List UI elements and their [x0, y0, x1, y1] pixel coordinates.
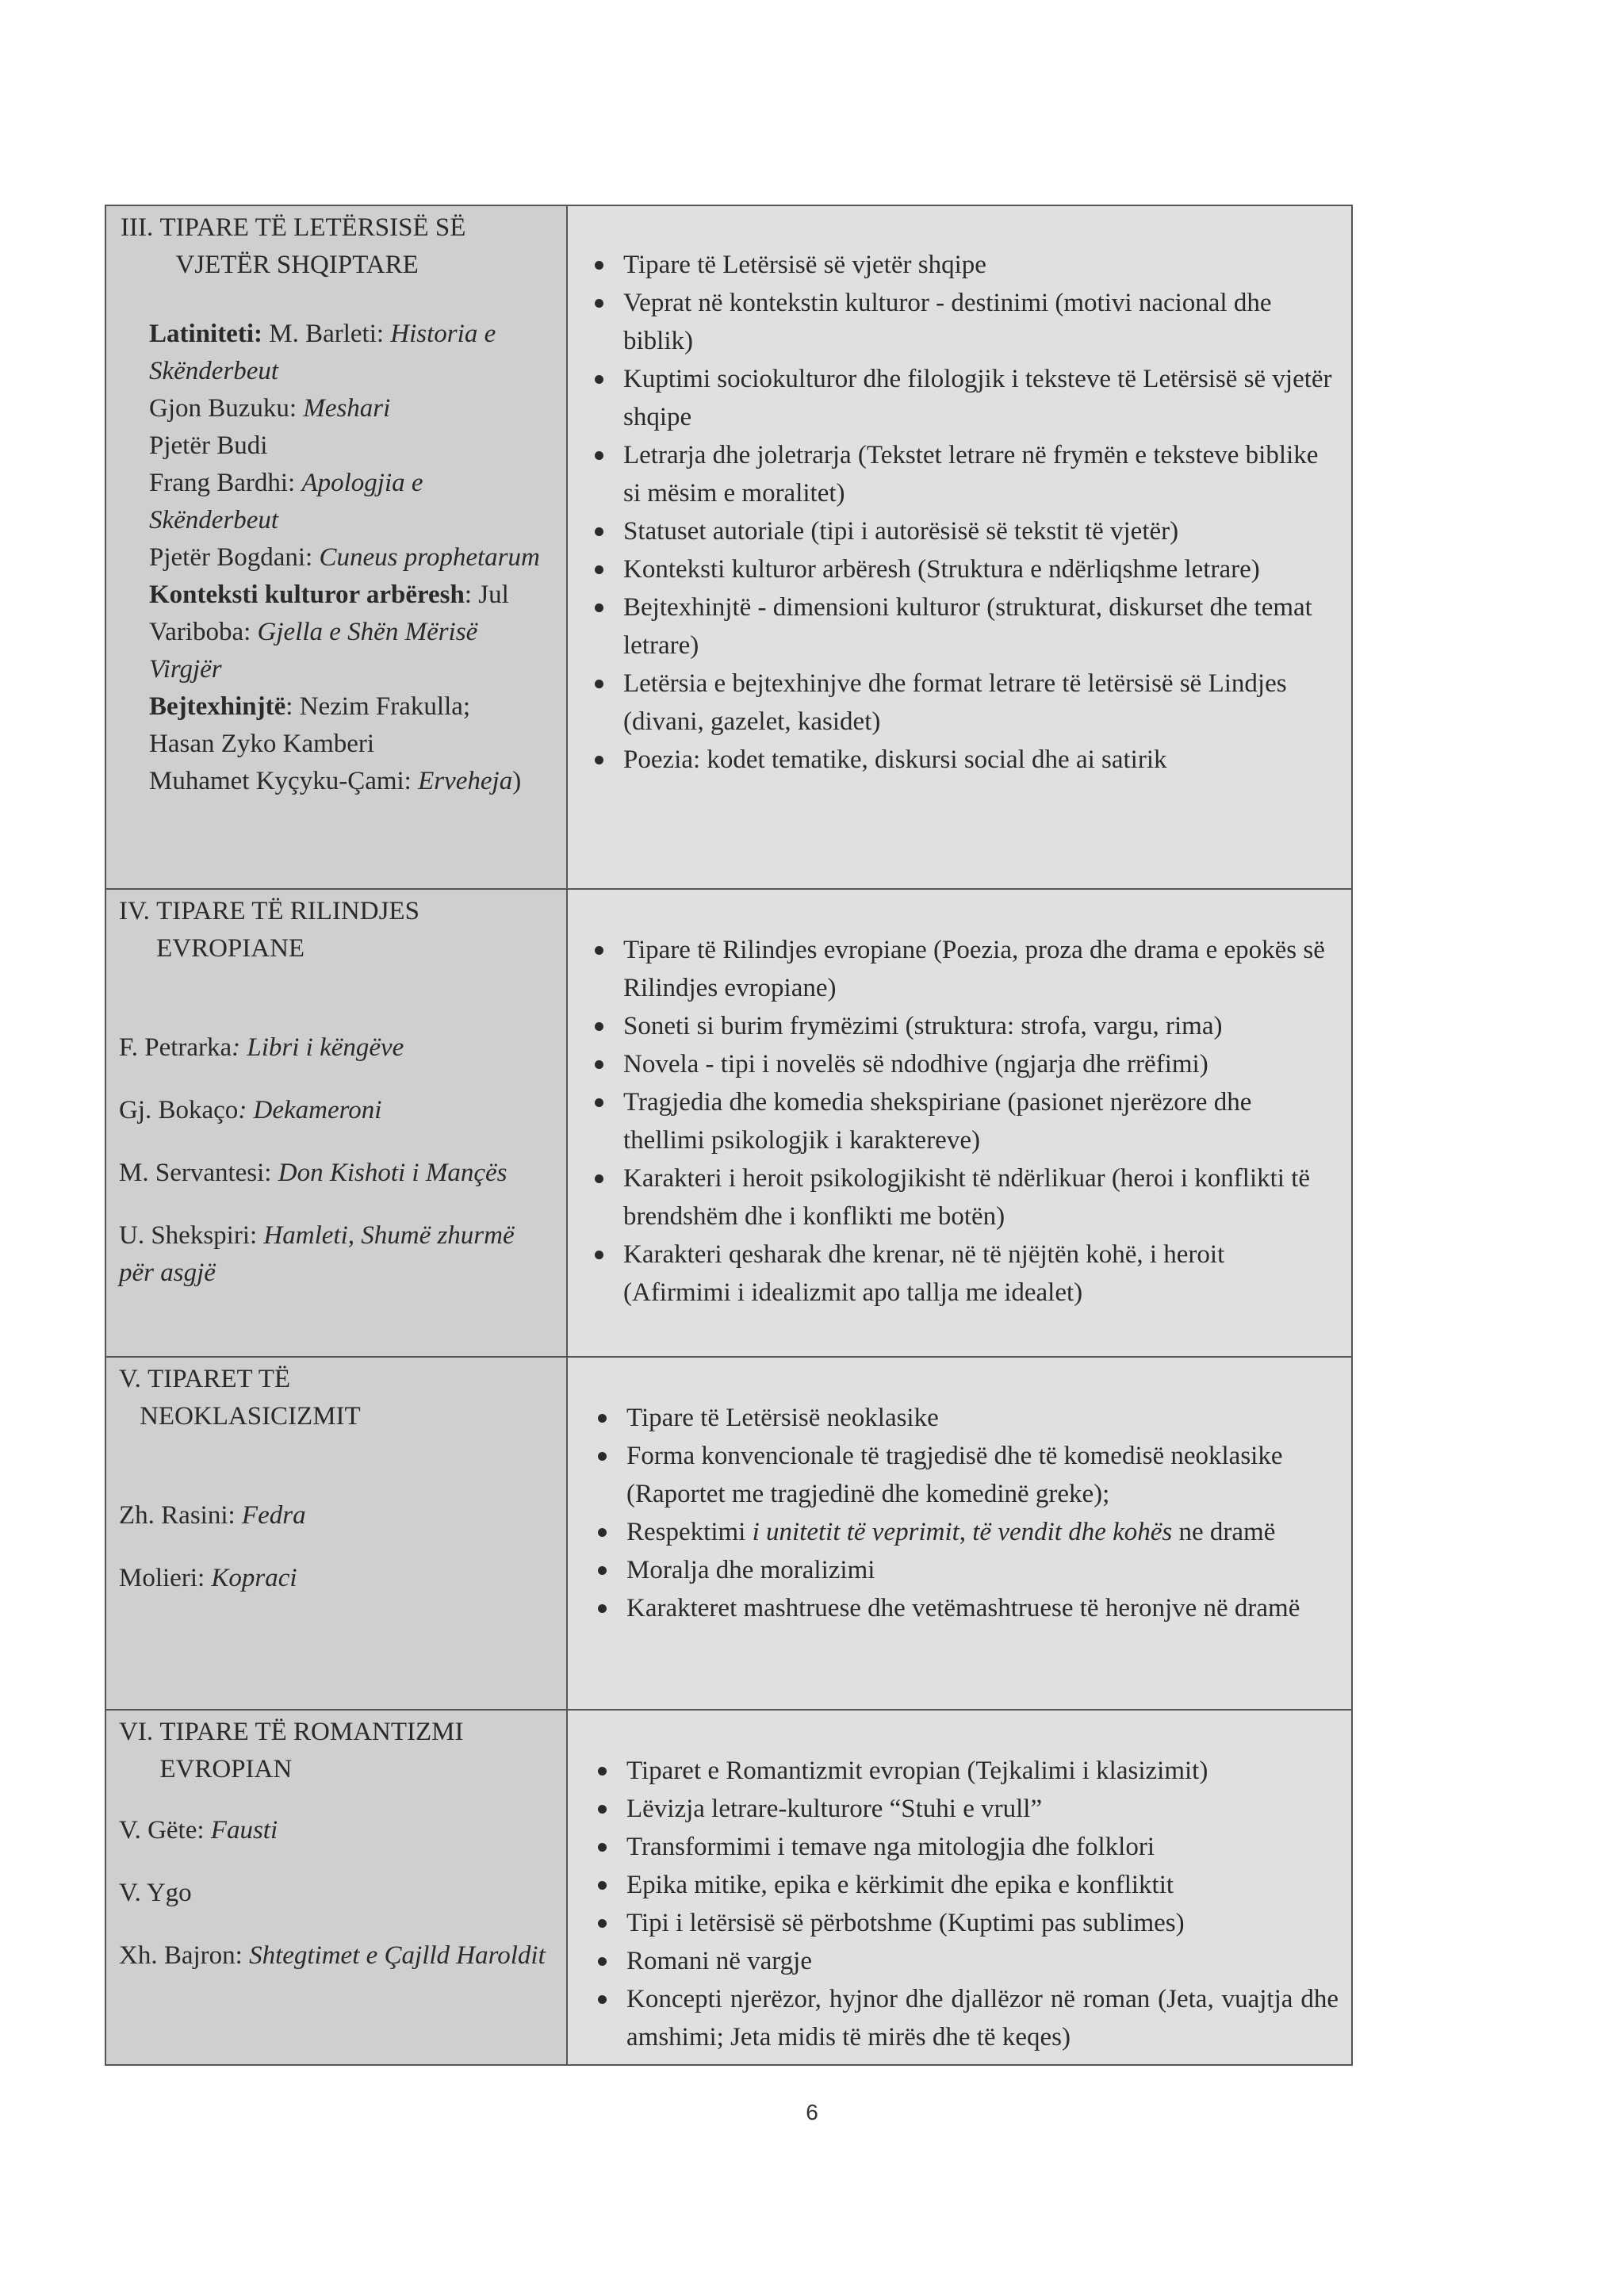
section-number: VI. — [119, 1718, 154, 1746]
section-title — [119, 1361, 553, 1435]
bullet-item: Kuptimi sociokulturor dhe filologjik i teksteve të Letërsisë së vjetër shqipe — [584, 360, 1339, 436]
bullet-item: Respektimi i unitetit të veprimit, të vendit dhe kohës ne dramë — [587, 1513, 1339, 1551]
curriculum-table — [105, 205, 1353, 2066]
work-entry: Zh. Rasini: Fedra — [119, 1501, 306, 1530]
bullet-item: Veprat në kontekstin kulturor - destinimi (motivi nacional dhe biblik) — [584, 284, 1339, 360]
work-entry: Bejtexhinjtë: Nezim Frakulla; — [149, 692, 471, 721]
works-list — [121, 316, 553, 800]
bullet-item: Tragjedia dhe komedia shekspiriane (pasionet njerëzore dhe thellimi psikologjik i karaktereve) — [584, 1083, 1339, 1159]
bullet-item: Soneti si burim frymëzimi (struktura: strofa, vargu, rima) — [584, 1007, 1339, 1045]
section-title-line: TIPARE TË LETËRSISË SË — [159, 213, 466, 242]
section-heading-cell — [105, 205, 567, 889]
section-title-line: VJETËR SHQIPTARE — [175, 251, 419, 279]
work-entry: Molieri: Kopraci — [119, 1564, 297, 1592]
work-entry: Muhamet Kyçyku-Çami: Erveheja) — [149, 767, 522, 795]
section-title-line: TIPARE TË RILINDJES — [156, 897, 419, 925]
bullet-item: Koncepti njerëzor, hyjnor dhe djallëzor në roman (Jeta, vuajtja dhe amshimi; Jeta midis të mirës dhe të keqes) — [587, 1980, 1339, 2056]
bullet-item: Tipi i letërsisë së përbotshme (Kuptimi pas sublimes) — [587, 1904, 1339, 1942]
bullet-item: Tipare të Rilindjes evropiane (Poezia, proza dhe drama e epokës së Rilindjes evropiane) — [584, 931, 1339, 1007]
work-entry: Xh. Bajron: Shtegtimet e Çajlld Haroldit — [119, 1941, 546, 1970]
bullet-item: Konteksti kulturor arbëresh (Struktura e ndërliqshme letrare) — [584, 550, 1339, 588]
section-content-cell — [567, 1710, 1352, 2065]
section-heading-cell — [105, 1710, 567, 2065]
bullet-item: Lëvizja letrare-kulturore “Stuhi e vrull” — [587, 1790, 1339, 1828]
work-entry: Frang Bardhi: Apologjia e Skënderbeut — [149, 469, 423, 534]
bullet-item: Transformimi i temave nga mitologjia dhe folklori — [587, 1828, 1339, 1866]
section-title — [119, 1714, 553, 1788]
bullet-item: Epika mitike, epika e kërkimit dhe epika e konfliktit — [587, 1866, 1339, 1904]
bullet-list — [587, 1399, 1339, 1627]
section-heading-cell — [105, 1357, 567, 1710]
section-title-line: TIPARET TË — [147, 1365, 291, 1393]
section-number: V. — [119, 1365, 141, 1393]
section-title-line: TIPARE TË ROMANTIZMI — [159, 1718, 464, 1746]
bullet-item: Romani në vargje — [587, 1942, 1339, 1980]
work-entry: M. Servantesi: Don Kishoti i Mançës — [119, 1159, 508, 1187]
bullet-list — [584, 246, 1339, 779]
work-entry: Hasan Zyko Kamberi — [149, 730, 375, 758]
section-title — [121, 209, 553, 284]
bullet-item: Novela - tipi i novelës së ndodhive (ngjarja dhe rrëfimi) — [584, 1045, 1339, 1083]
works-list — [119, 1029, 553, 1292]
bullet-item: Statuset autoriale (tipi i autorësisë së tekstit të vjetër) — [584, 512, 1339, 550]
bullet-item: Karakteri qesharak dhe krenar, në të njëjtën kohë, i heroit (Afirmimi i idealizmit apo tallja me idealet) — [584, 1236, 1339, 1312]
section-title-line: NEOKLASICIZMIT — [140, 1402, 361, 1431]
bullet-item: Tipare të Letërsisë së vjetër shqipe — [584, 246, 1339, 284]
section-title — [119, 893, 553, 967]
bullet-list — [584, 931, 1339, 1312]
section-number: III. — [121, 213, 154, 242]
bullet-item: Tiparet e Romantizmit evropian (Tejkalimi i klasizimit) — [587, 1752, 1339, 1790]
page-number: 6 — [806, 2100, 818, 2124]
table-row — [105, 1357, 1352, 1710]
section-content-cell — [567, 889, 1352, 1357]
work-entry: V. Ygo — [119, 1879, 192, 1907]
bullet-item: Moralja dhe moralizimi — [587, 1551, 1339, 1589]
bullet-item: Karakteret mashtruese dhe vetëmashtruese të heronjve në dramë — [587, 1589, 1339, 1627]
section-title-line: EVROPIAN — [159, 1755, 293, 1783]
bullet-list — [587, 1752, 1339, 2056]
bullet-item: Poezia: kodet tematike, diskursi social dhe ai satirik — [584, 741, 1339, 779]
table-row — [105, 205, 1352, 889]
table-row — [105, 889, 1352, 1357]
work-entry: Pjetër Budi — [149, 431, 268, 460]
bullet-item: Letrarja dhe joletrarja (Tekstet letrare në frymën e teksteve biblike si mësim e moralitet) — [584, 436, 1339, 512]
table-row — [105, 1710, 1352, 2065]
bullet-item: Letërsia e bejtexhinjve dhe format letrare të letërsisë së Lindjes (divani, gazelet, kasidet) — [584, 665, 1339, 741]
work-entry: V. Gëte: Fausti — [119, 1816, 278, 1845]
works-list — [119, 1497, 553, 1597]
bullet-item: Karakteri i heroit psikologjikisht të ndërlikuar (heroi i konflikti të brendshëm dhe i konflikti me botën) — [584, 1159, 1339, 1236]
section-content-cell — [567, 1357, 1352, 1710]
work-entry: Gj. Bokaço: Dekameroni — [119, 1096, 382, 1124]
work-entry: F. Petrarka: Libri i këngëve — [119, 1033, 404, 1062]
work-entry: U. Shekspiri: Hamleti, Shumë zhurmë për asgjë — [119, 1221, 515, 1287]
bullet-item: Bejtexhinjtë - dimensioni kulturor (strukturat, diskurset dhe temat letrare) — [584, 588, 1339, 665]
work-entry: Gjon Buzuku: Meshari — [149, 394, 391, 423]
work-entry: Konteksti kulturor arbëresh: Jul Variboba: Gjella e Shën Mërisë Virgjër — [149, 580, 509, 684]
bullet-item: Forma konvencionale të tragjedisë dhe të komedisë neoklasike (Raportet me tragjedinë dhe komedinë greke); — [587, 1437, 1339, 1513]
section-number: IV. — [119, 897, 150, 925]
works-list — [119, 1812, 553, 1975]
section-content-cell — [567, 205, 1352, 889]
bullet-item: Tipare të Letërsisë neoklasike — [587, 1399, 1339, 1437]
section-title-line: EVROPIANE — [156, 934, 305, 963]
work-entry: Latiniteti: M. Barleti: Historia e Skënderbeut — [149, 320, 496, 385]
section-heading-cell — [105, 889, 567, 1357]
work-entry: Pjetër Bogdani: Cuneus prophetarum — [149, 543, 540, 572]
